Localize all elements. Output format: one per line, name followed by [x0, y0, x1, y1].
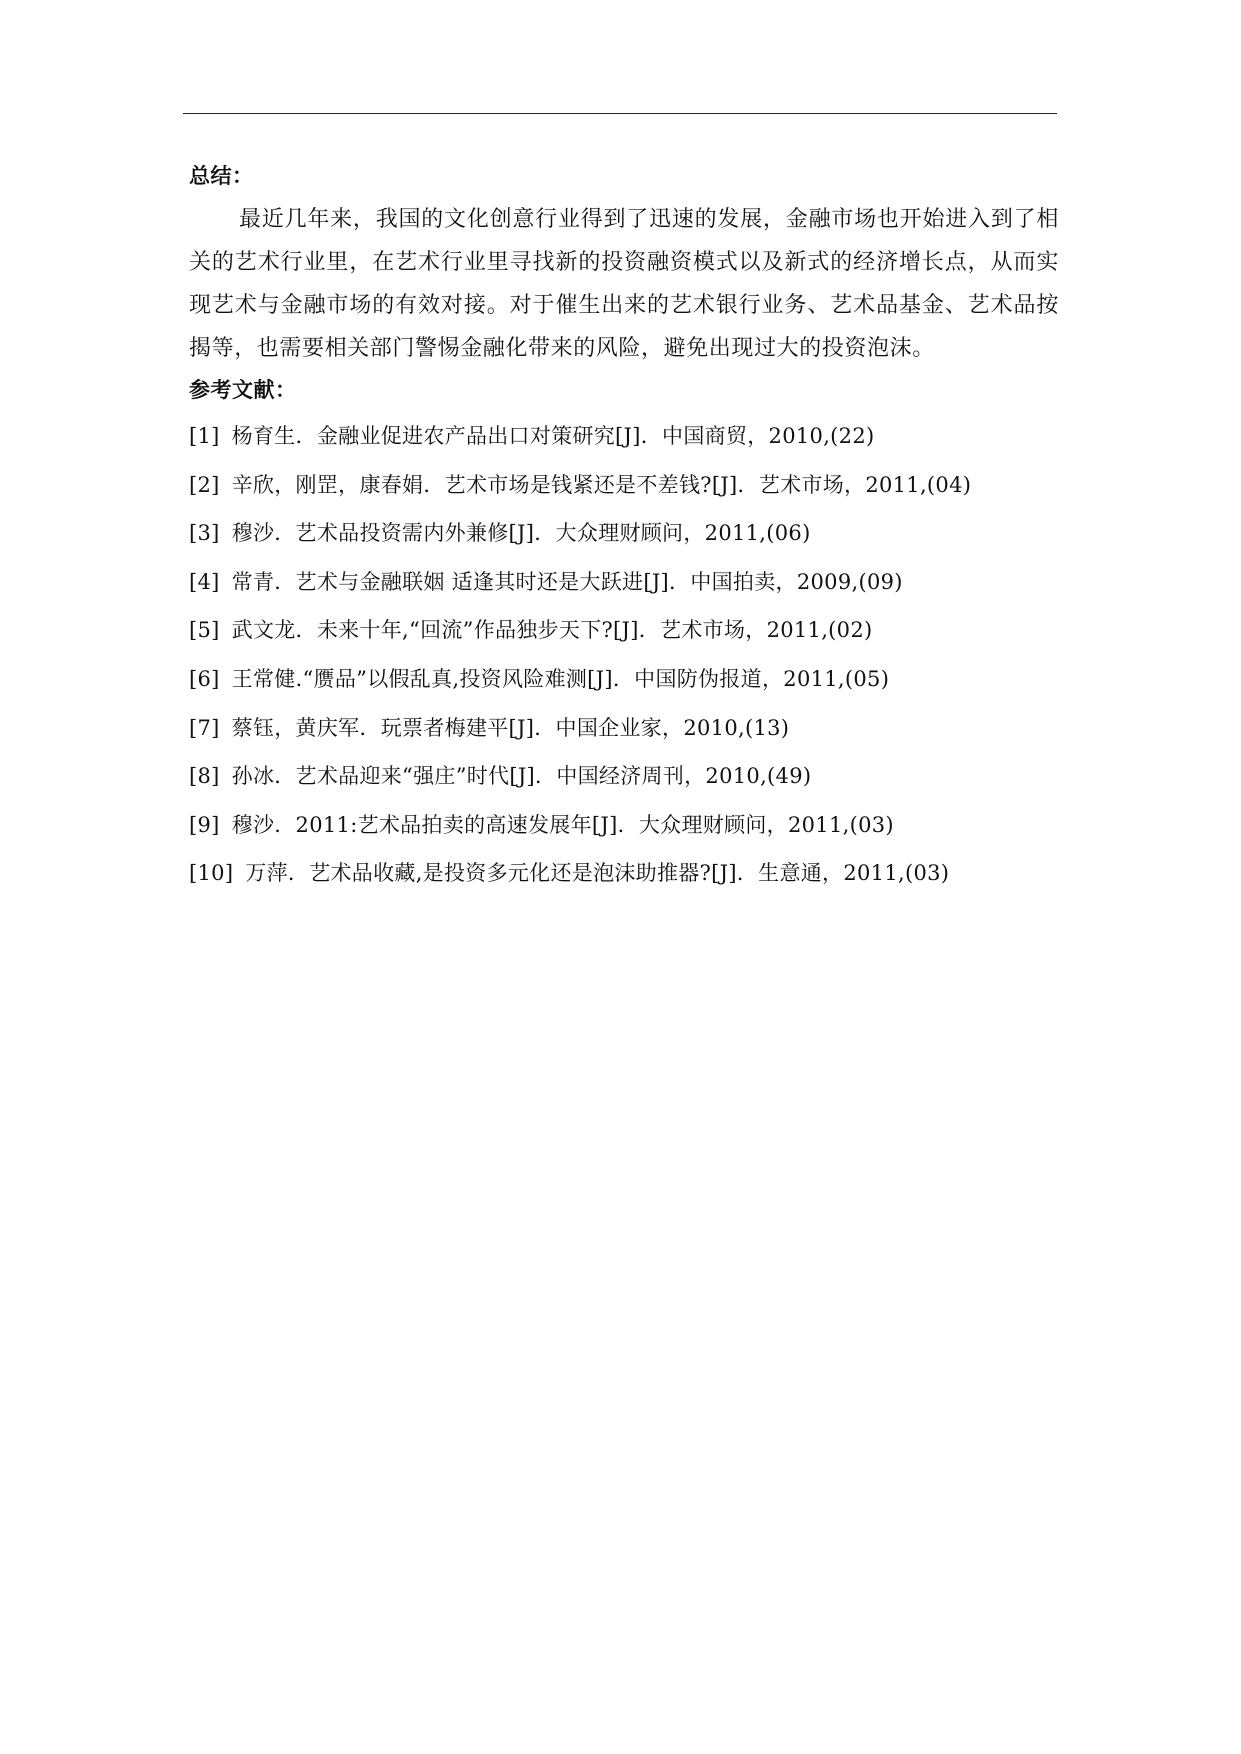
reference-text: 万萍．艺术品收藏,是投资多元化还是泡沫助推器?[J]．生意通，2011,(03): [245, 861, 950, 886]
reference-text: 蔡钰，黄庆军．玩票者梅建平[J]．中国企业家，2010,(13): [231, 715, 790, 740]
reference-text: 武文龙．未来十年,“回流”作品独步天下?[J]．艺术市场，2011,(02): [231, 618, 873, 643]
reference-text: 穆沙．2011:艺术品拍卖的高速发展年[J]．大众理财顾问，2011,(03): [231, 812, 894, 837]
page-content: [189, 158, 1089, 898]
reference-item: [189, 412, 1089, 461]
reference-item: [189, 655, 1089, 704]
summary-heading: 总结：: [189, 164, 254, 188]
reference-list: [189, 412, 1089, 898]
reference-text: 常青．艺术与金融联姻 适逢其时还是大跃进[J]．中国拍卖，2009,(09): [231, 569, 903, 594]
reference-item: [189, 801, 1089, 850]
reference-number: [4]: [189, 569, 220, 594]
reference-item: [189, 461, 1089, 510]
reference-number: [10]: [189, 861, 234, 886]
reference-number: [5]: [189, 618, 220, 643]
reference-number: [9]: [189, 812, 220, 837]
reference-item: [189, 704, 1089, 753]
reference-number: [2]: [189, 472, 220, 497]
reference-item: [189, 752, 1089, 801]
references-heading: 参考文献：: [189, 378, 297, 402]
reference-number: [8]: [189, 764, 220, 789]
reference-text: 辛欣，刚罡，康春娟．艺术市场是钱紧还是不差钱?[J]．艺术市场，2011,(04): [231, 472, 972, 497]
reference-item: [189, 509, 1089, 558]
reference-text: 孙冰．艺术品迎来“强庄”时代[J]．中国经济周刊，2010,(49): [231, 764, 812, 789]
reference-number: [6]: [189, 666, 220, 691]
reference-item: [189, 606, 1089, 655]
reference-item: [189, 558, 1089, 607]
reference-text: 穆沙．艺术品投资需内外兼修[J]．大众理财顾问，2011,(06): [231, 521, 811, 546]
summary-paragraph: 最近几年来，我国的文化创意行业得到了迅速的发展，金融市场也开始进入到了相关的艺术行业里，在艺术行业里寻找新的投资融资模式以及新式的经济增长点，从而实现艺术与金融市场的有效对接。对于催生出来的艺术银行业务、艺术品基金、艺术品按揭等，也需要相关部门警惕金融化带来的风险，避免出现过大的投资泡沫。: [189, 207, 1059, 361]
reference-number: [3]: [189, 521, 220, 546]
reference-item: [189, 849, 1089, 898]
reference-number: [7]: [189, 715, 220, 740]
reference-number: [1]: [189, 424, 220, 448]
header-rule: [183, 113, 1057, 114]
reference-text: 杨育生．金融业促进农产品出口对策研究[J]．中国商贸，2010,(22): [231, 424, 875, 448]
reference-text: 王常健.“赝品”以假乱真,投资风险难测[J]．中国防伪报道，2011,(05): [231, 666, 890, 691]
